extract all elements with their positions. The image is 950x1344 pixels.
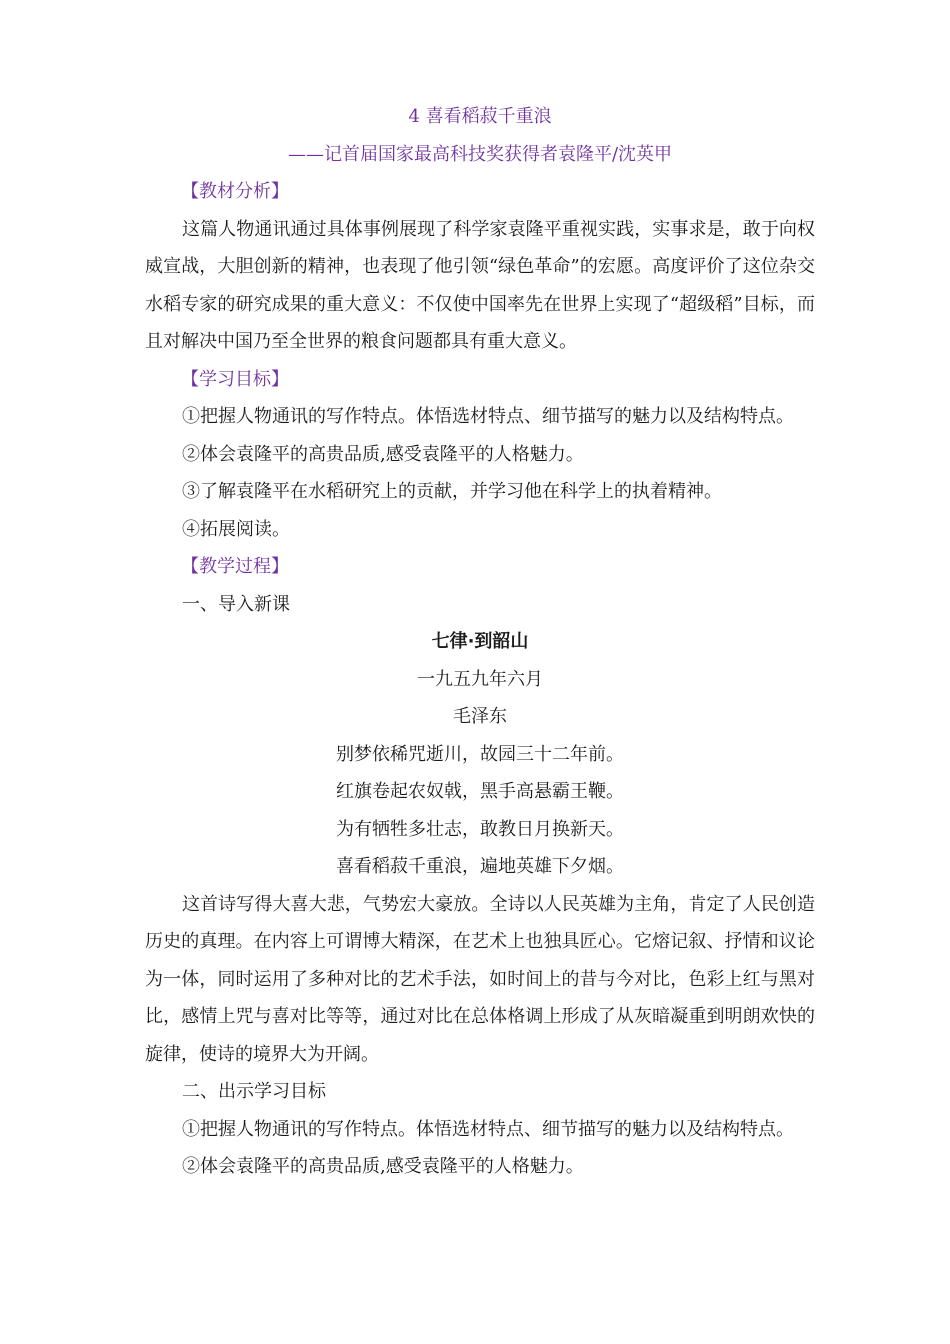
document-page [145,98,815,1186]
analysis-paragraph: 这篇人物通讯通过具体事例展现了科学家袁隆平重视实践，实事求是，敢于向权威宣战，大胆创新的精神，也表现了他引领“绿色革命”的宏愿。高度评价了这位杂交水稻专家的研究成果的重大意义：不仅使中国率先在世界上实现了“超级稻”目标，而且对解决中国乃至全世界的粮食问题都具有重大意义。 [145,218,815,352]
poem-line: 红旗卷起农奴戟，黑手高悬霸王鞭。 [336,781,624,802]
goal-item: ②体会袁隆平的高贵品质,感受袁隆平的人格魅力。 [182,443,584,465]
poem-commentary: 这首诗写得大喜大悲，气势宏大豪放。全诗以人民英雄为主角，肯定了人民创造历史的真理。在内容上可谓博大精深，在艺术上也独具匠心。它熔记叙、抒情和议论为一体，同时运用了多种对比的艺术手法，如时间上的昔与今对比，色彩上红与黑对比，感情上咒与喜对比等等，通过对比在总体格调上形成了从灰暗凝重到明朗欢快的旋律，使诗的境界大为开阔。 [145,893,815,1065]
poem-author: 毛泽东 [453,706,507,727]
poem-line: 别梦依稀咒逝川，故园三十二年前。 [336,743,624,765]
poem-title: 七律·到韶山 [431,631,529,652]
poem-date: 一九五九年六月 [417,668,543,690]
process-heading: 【教学过程】 [181,556,289,577]
analysis-heading: 【教材分析】 [181,181,289,202]
poem-block [145,623,815,886]
poem-line: 为有牺牲多壮志，敢教日月换新天。 [336,818,624,840]
goals-heading: 【学习目标】 [181,368,289,390]
goal-repeat-item: ①把握人物通讯的写作特点。体悟选材特点、细节描写的魅力以及结构特点。 [182,1118,794,1140]
goal-item: ④拓展阅读。 [182,518,290,540]
poem-line: 喜看稻菽千重浪，遍地英雄下夕烟。 [336,856,624,877]
step-goals: 二、出示学习目标 [182,1081,326,1102]
goal-item: ③了解袁隆平在水稻研究上的贡献，并学习他在科学上的执着精神。 [182,481,722,502]
goal-repeat-item: ②体会袁隆平的高贵品质,感受袁隆平的人格魅力。 [182,1156,584,1177]
step-intro: 一、导入新课 [182,593,290,615]
lesson-subtitle: ——记首届国家最高科技奖获得者袁隆平/沈英甲 [287,143,673,165]
lesson-title: 4 喜看稻菽千重浪 [408,106,552,127]
goal-item: ①把握人物通讯的写作特点。体悟选材特点、细节描写的魅力以及结构特点。 [182,406,794,427]
